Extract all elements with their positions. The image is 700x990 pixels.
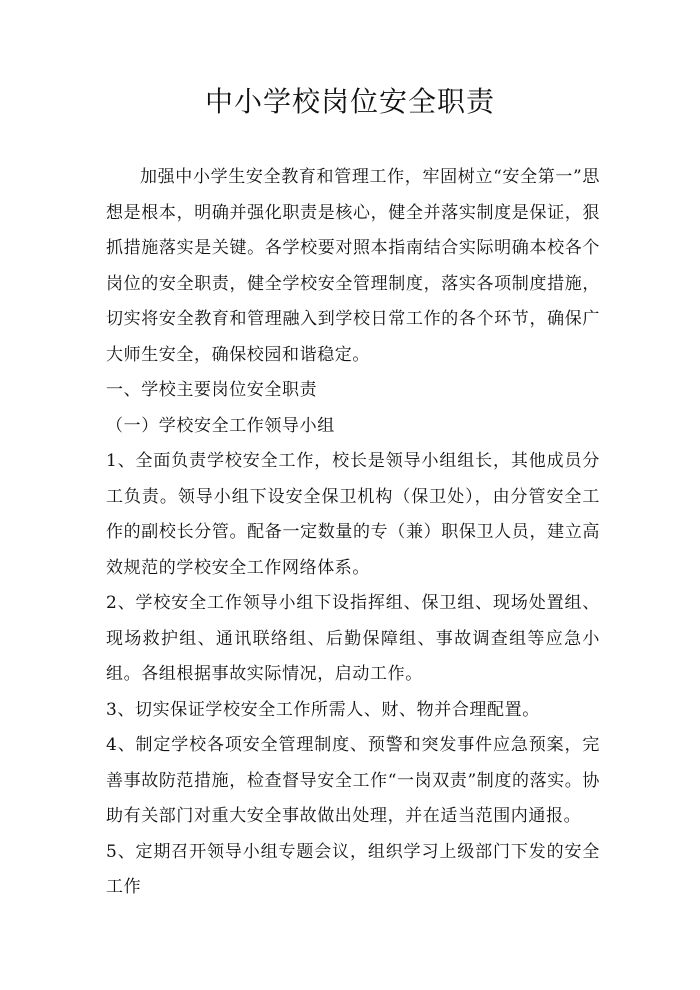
- list-item: 2、学校安全工作领导小组下设指挥组、保卫组、现场处置组、现场救护组、通讯联络组、后勤保障组、事故调查组等应急小组。各组根据事故实际情况，启动工作。: [106, 593, 600, 684]
- list-item: 4、制定学校各项安全管理制度、预警和突发事件应急预案，完善事故防范措施，检查督导安全工作“一岗双责”制度的落实。协助有关部门对重大安全事故做出处理，并在适当范围内通报。: [106, 735, 600, 826]
- list-item: 5、定期召开领导小组专题会议，组织学习上级部门下发的安全工作: [106, 841, 600, 897]
- subsection-heading: （一）学校安全工作领导小组: [106, 415, 335, 436]
- document-title: 中小学校岗位安全职责: [204, 85, 495, 118]
- list-item: 1、全面负责学校安全工作，校长是领导小组组长，其他成员分工负责。领导小组下设安全保卫机构（保卫处），由分管安全工作的副校长分管。配备一定数量的专（兼）职保卫人员，建立高效规范的学校安全工作网络体系。: [106, 451, 600, 578]
- intro-paragraph: 加强中小学生安全教育和管理工作，牢固树立“安全第一”思想是根本，明确并强化职责是核心，健全并落实制度是保证，狠抓措施落实是关键。各学校要对照本指南结合实际明确本校各个岗位的安全职责，健全学校安全管理制度，落实各项制度措施，切实将安全教育和管理融入到学校日常工作的各个环节，确保广大师生安全，确保校园和谐稳定。: [106, 167, 600, 365]
- list-item: 3、切实保证学校安全工作所需人、财、物并合理配置。: [106, 699, 540, 720]
- document-body: [106, 160, 600, 906]
- section-heading: 一、学校主要岗位安全职责: [106, 380, 318, 400]
